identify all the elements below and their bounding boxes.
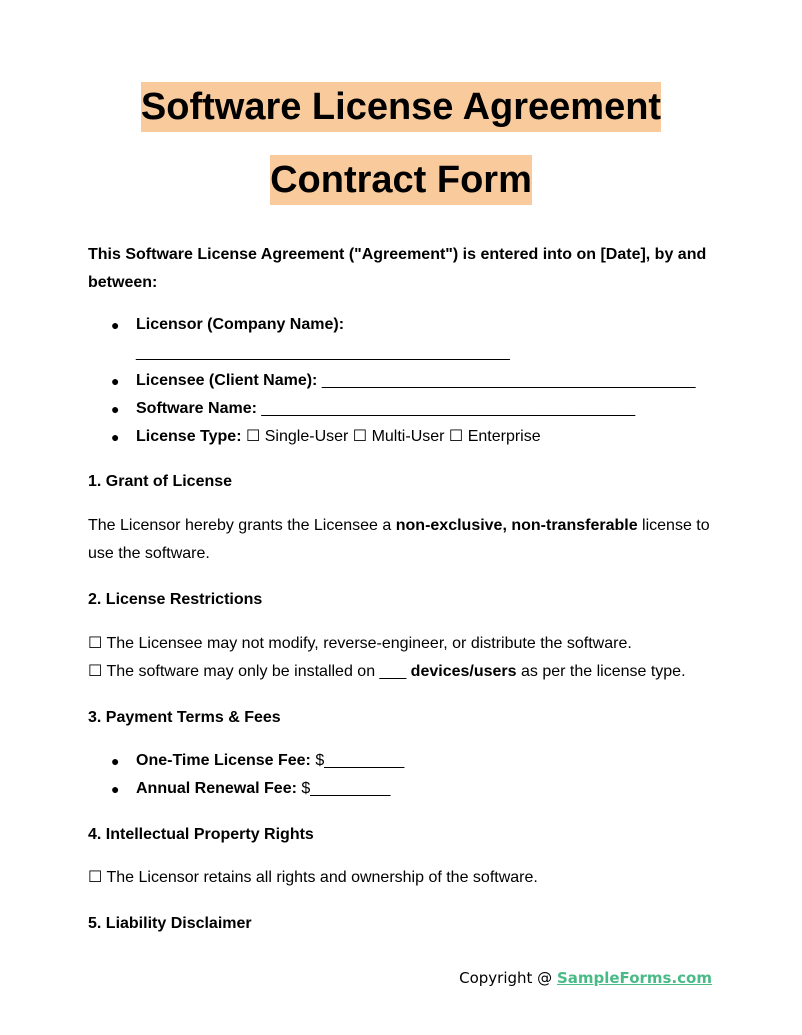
section-heading: 5. Liability Disclaimer — [88, 915, 252, 932]
list-item — [88, 747, 714, 775]
ip-line[interactable]: ☐ The Licensor retains all rights and ownership of the software. — [88, 869, 538, 886]
fee-blank[interactable]: $_________ — [301, 780, 391, 797]
section-heading: 3. Payment Terms & Fees — [88, 709, 281, 726]
section-heading: 4. Intellectual Property Rights — [88, 826, 314, 843]
copyright-prefix: Copyright @ — [459, 969, 557, 987]
fee-label: One-Time License Fee: — [136, 752, 311, 769]
field-blank[interactable]: __________________________________________ — [136, 344, 510, 361]
brand-link[interactable]: SampleForms.com — [556, 969, 712, 987]
list-item — [88, 311, 714, 367]
intro-paragraph: This Software License Agreement ("Agreement") is entered into on [Date], by and between: — [88, 246, 707, 291]
section-heading: 2. License Restrictions — [88, 591, 263, 608]
title-line-1: Software License Agreement — [141, 82, 661, 132]
copyright-footer — [459, 966, 712, 990]
parties-list — [88, 311, 714, 451]
field-blank[interactable]: __________________________________________ — [321, 372, 696, 389]
field-label: License Type: — [136, 428, 242, 445]
field-label: Software Name: — [136, 400, 257, 417]
list-item — [88, 423, 714, 451]
list-item — [88, 775, 714, 803]
list-item — [88, 395, 714, 423]
field-blank[interactable]: __________________________________________ — [261, 400, 636, 417]
fees-list — [88, 747, 714, 803]
field-label: Licensee (Client Name): — [136, 372, 318, 389]
document-title — [88, 82, 714, 205]
section-heading: 1. Grant of License — [88, 473, 233, 490]
field-label: Licensor (Company Name): — [136, 316, 345, 333]
restriction-line[interactable]: ☐ The Licensee may not modify, reverse-engineer, or distribute the software. — [88, 635, 632, 652]
fee-label: Annual Renewal Fee: — [136, 780, 297, 797]
title-line-2: Contract Form — [270, 155, 532, 205]
document-page — [88, 0, 714, 938]
license-type-options[interactable]: ☐ Single-User ☐ Multi-User ☐ Enterprise — [245, 428, 541, 445]
restriction-line[interactable]: ☐ The software may only be installed on ___ devices/users as per the license type. — [88, 663, 686, 680]
fee-blank[interactable]: $_________ — [315, 752, 405, 769]
list-item — [88, 367, 714, 395]
grant-paragraph: The Licensor hereby grants the Licensee a non-exclusive, non-transferable license to use the software. — [88, 517, 710, 562]
